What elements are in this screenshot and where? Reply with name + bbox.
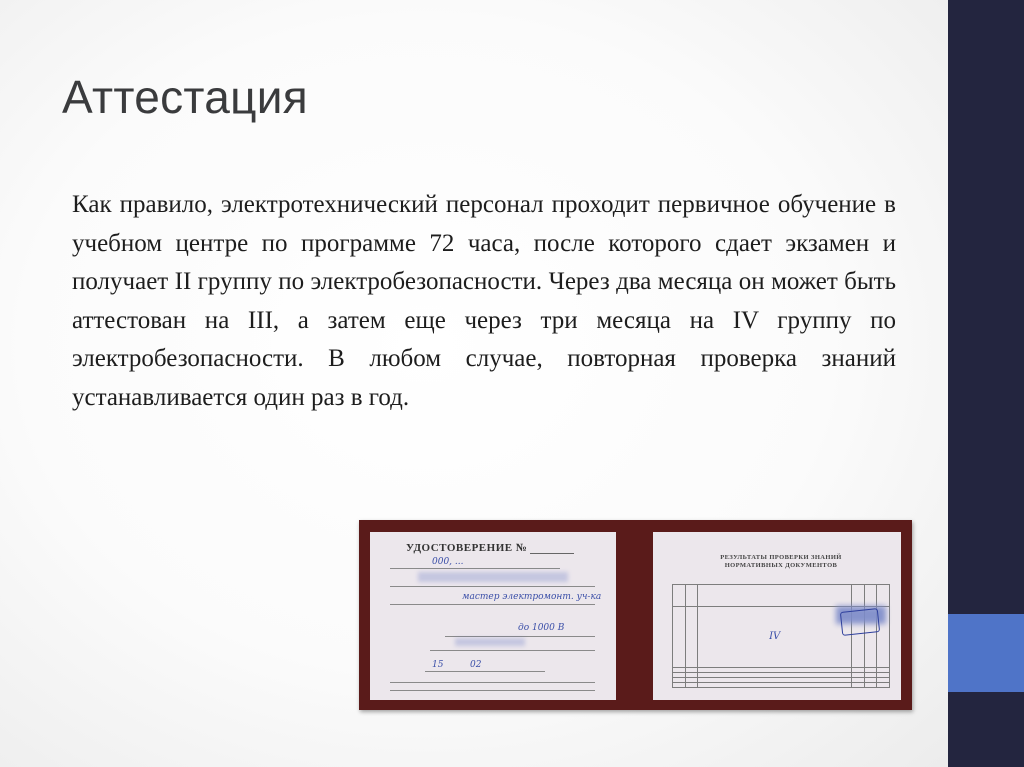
- table-cell: [877, 682, 890, 687]
- table-cell: [673, 607, 686, 668]
- slide-body-text: Как правило, электротехнический персонал проходит первичное обучение в учебном центре по программе 72 часа, после которого сдает экзамен и получает II группу по электробезопасности. Через два месяца он может быть аттестован на III, а затем еще через три месяца на IV группу по электробезопасности. В любом случае, повторная проверка знаний устанавливается один раз в год.: [72, 191, 896, 411]
- form-line: [390, 604, 595, 605]
- certificate-right-page: [653, 532, 901, 700]
- certificate-left-page: [370, 532, 616, 700]
- table-cell: [673, 585, 686, 607]
- handwriting-position: мастер электромонт. уч-ка: [462, 592, 602, 602]
- form-line: [425, 671, 545, 672]
- certificate-number-line: [530, 553, 574, 554]
- table-cell: [685, 682, 698, 687]
- handwriting-voltage: до 1000 В: [518, 623, 565, 633]
- results-table: [672, 584, 890, 688]
- form-line: [445, 636, 595, 637]
- table-cell: [685, 607, 698, 668]
- handwriting-name-blurred: [418, 572, 568, 582]
- table-cell: [864, 682, 877, 687]
- slide-title: Аттестация: [62, 71, 308, 123]
- form-line: [430, 650, 595, 651]
- form-line: [390, 690, 595, 691]
- certificate-photo: [359, 520, 912, 710]
- form-line: [390, 568, 560, 569]
- results-title: РЕЗУЛЬТАТЫ ПРОВЕРКИ ЗНАНИЙ НОРМАТИВНЫХ ДОКУМЕНТОВ: [720, 554, 842, 569]
- handwriting-date-day: 15: [432, 660, 444, 670]
- handwriting-group: IV: [769, 631, 781, 643]
- handwriting-line1: 000, ...: [432, 557, 464, 567]
- handwriting-date-month: 02: [470, 660, 482, 670]
- handwriting-blurred: [455, 638, 525, 646]
- table-cell: [852, 682, 865, 687]
- form-line: [390, 682, 595, 683]
- table-cell: [698, 585, 852, 607]
- table-cell: [685, 585, 698, 607]
- table-cell: [698, 607, 852, 668]
- table-cell: [864, 585, 877, 607]
- table-cell: [877, 585, 890, 607]
- sidebar-accent-block: [948, 614, 1024, 692]
- table-cell: [698, 682, 852, 687]
- table-cell: [852, 585, 865, 607]
- signature-mark: [840, 608, 880, 636]
- form-line: [390, 586, 595, 587]
- certificate-title: УДОСТОВЕРЕНИЕ №: [406, 542, 528, 554]
- table-cell: [673, 682, 686, 687]
